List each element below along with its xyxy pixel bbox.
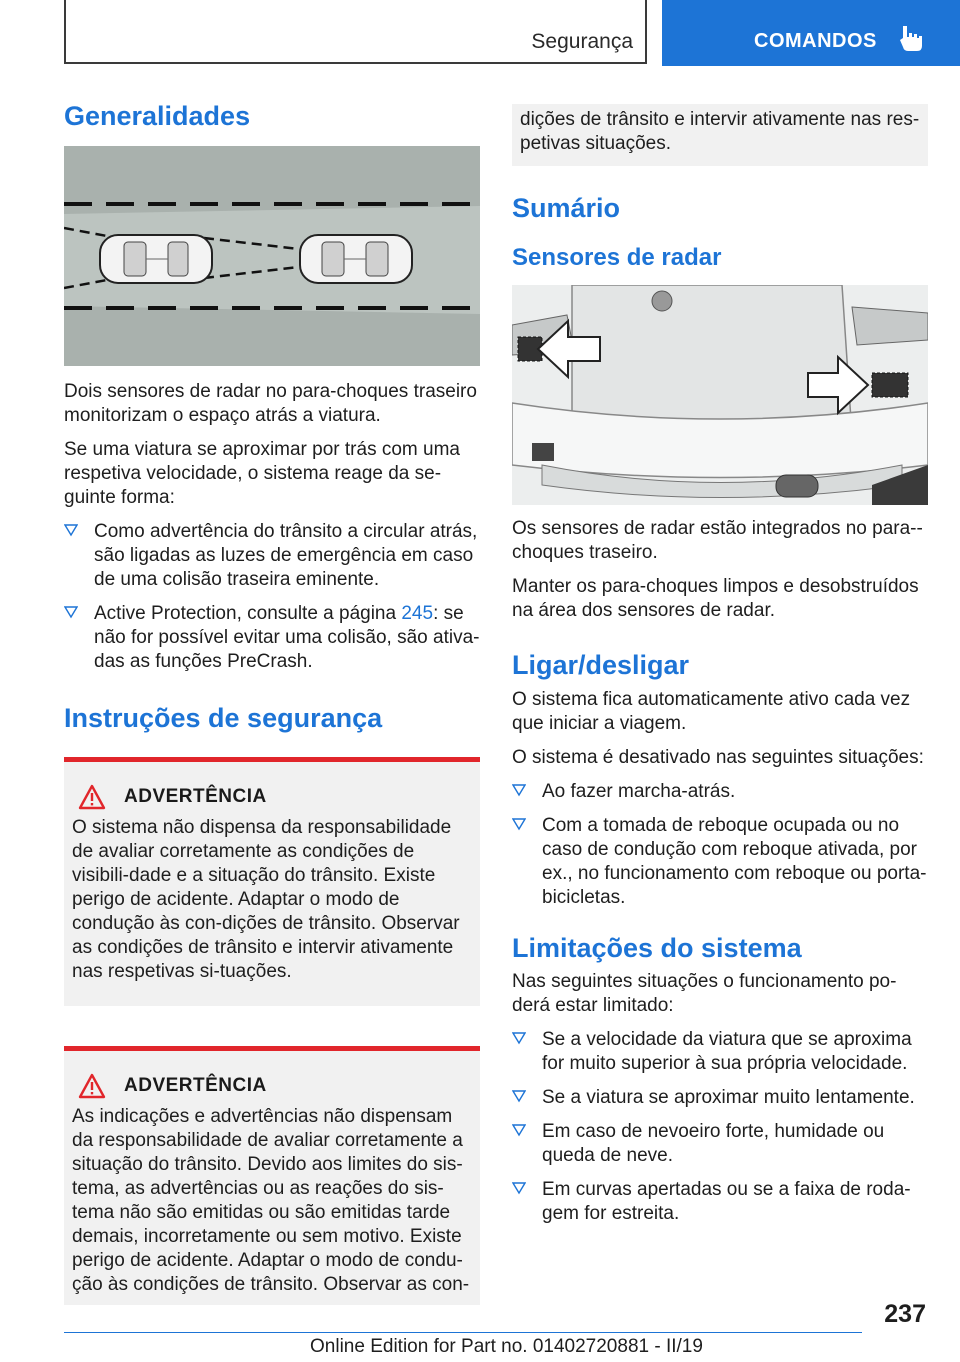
page-number: 237 <box>884 1300 926 1328</box>
list-item: Em caso de nevoeiro forte, humidade ou queda de neve. <box>512 1120 928 1168</box>
header-chapter-tab <box>662 0 960 66</box>
triangle-bullet-icon <box>512 1089 526 1103</box>
list-item: Ao fazer marcha-atrás. <box>512 780 928 804</box>
header-section-box <box>64 0 647 64</box>
warning-box <box>64 757 480 1006</box>
heading-on-off: Ligar/desligar <box>512 650 690 681</box>
list-item: Se a viatura se aproximar muito lentamente. <box>512 1086 928 1110</box>
chapter-title: COMANDOS <box>754 30 877 52</box>
paragraph: Nas seguintes situações o funcionamento po-derá estar limitado: <box>512 970 897 1016</box>
warning-triangle-icon <box>78 784 106 810</box>
figure-cars-on-road <box>64 146 480 366</box>
warning-box <box>64 1046 480 1305</box>
triangle-bullet-icon <box>512 817 526 831</box>
list-item: Em curvas apertadas ou se a faixa de roda-gem for estreita. <box>512 1178 928 1226</box>
warning-text: O sistema não dispensa da responsabilidade de avaliar corretamente as condições de visibili-dade e a situação do trânsito. Existe perigo de acidente. Adaptar o modo de condução às con-dições de trânsito. Observar as condições de trânsito e intervir ativamente nas respetivas si-tuações. <box>72 816 460 982</box>
deactivation-list <box>512 780 928 910</box>
pointing-hand-icon <box>898 24 924 52</box>
triangle-bullet-icon <box>64 523 78 537</box>
triangle-bullet-icon <box>512 1181 526 1195</box>
heading-safety-instructions: Instruções de segurança <box>64 703 383 734</box>
list-item: Como advertência do trânsito a circular atrás, são ligadas as luzes de emergência em caso de uma colisão traseira eminente. <box>64 520 480 592</box>
warning-title: ADVERTÊNCIA <box>124 1074 267 1096</box>
right-column <box>512 104 928 1236</box>
paragraph: Dois sensores de radar no para-choques traseiro monitorizam o espaço atrás a viatura. <box>64 381 477 427</box>
paragraph: Manter os para-choques limpos e desobstruídos na área dos sensores de radar. <box>512 576 919 622</box>
page-reference-link[interactable]: 245 <box>401 603 434 625</box>
footer-divider <box>64 1332 862 1333</box>
warning-box-continued <box>512 104 928 166</box>
heading-limitations: Limitações do sistema <box>512 932 802 963</box>
edition-footer: Online Edition for Part no. 01402720881 - II/19 <box>310 1336 703 1357</box>
left-column <box>64 100 480 1305</box>
warning-title: ADVERTÊNCIA <box>124 785 267 807</box>
triangle-bullet-icon <box>64 605 78 619</box>
heading-radar-sensors: Sensores de radar <box>512 244 722 272</box>
reaction-list <box>64 520 480 674</box>
bumper-illustration <box>512 285 928 505</box>
paragraph: O sistema fica automaticamente ativo cada vez que iniciar a viagem. <box>512 688 911 734</box>
heading-summary: Sumário <box>512 193 621 223</box>
section-title: Segurança <box>531 30 633 53</box>
warning-triangle-icon <box>78 1073 106 1099</box>
paragraph: O sistema é desativado nas seguintes situações: <box>512 746 924 768</box>
road-illustration <box>64 146 480 366</box>
warning-text: As indicações e advertências não dispensam da responsabilidade de avaliar corretamente a situação do trânsito. Devido aos limites do sis-tema, as advertências ou as reações do sis-tema não são emitidas ou são emitidas tarde demais, incorretamente ou sem motivo. Existe perigo de acidente. Adaptar o modo de condu-ção às condições de trânsito. Observar as con- <box>72 1105 470 1295</box>
limitations-list <box>512 1028 928 1226</box>
triangle-bullet-icon <box>512 1031 526 1045</box>
paragraph: Os sensores de radar estão integrados no para--choques traseiro. <box>512 518 923 564</box>
triangle-bullet-icon <box>512 1123 526 1137</box>
heading-generalidades: Generalidades <box>64 101 251 131</box>
triangle-bullet-icon <box>512 783 526 797</box>
list-item: Se a velocidade da viatura que se aproxima for muito superior à sua própria velocidade. <box>512 1028 928 1076</box>
figure-rear-bumper <box>512 285 928 505</box>
warning-text: dições de trânsito e intervir ativamente nas res-petivas situações. <box>520 109 920 154</box>
list-item: Active Protection, consulte a página 245: se não for possível evitar uma colisão, são ativa-das as funções PreCrash. <box>64 602 480 674</box>
paragraph: Se uma viatura se aproximar por trás com uma respetiva velocidade, o sistema reage da se-guinte forma: <box>64 439 460 509</box>
list-item: Com a tomada de reboque ocupada ou no caso de condução com reboque ativada, por ex., no funcionamento com reboque ou porta-bicicletas. <box>512 814 928 910</box>
